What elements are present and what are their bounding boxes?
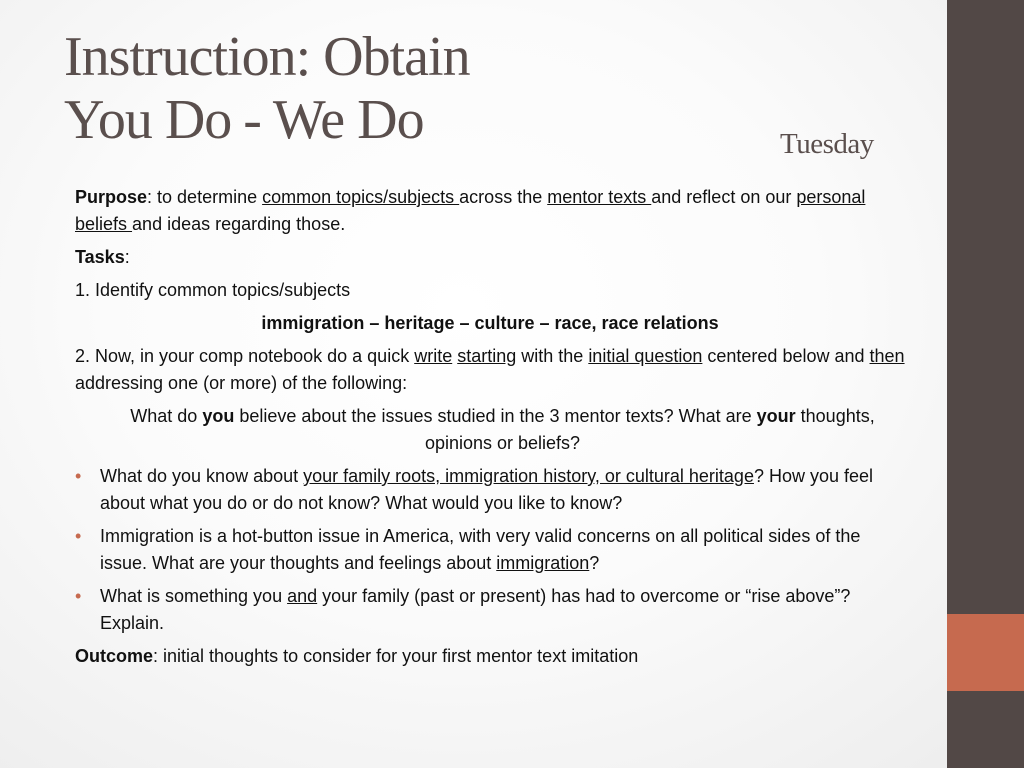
task2-text: addressing one (or more) of the following:	[75, 373, 408, 393]
question-text: thoughts, opinions or beliefs?	[424, 406, 875, 453]
bullet-text: ?	[589, 553, 600, 573]
side-accent-block	[947, 614, 1024, 691]
bullet-text: Immigration is a hot-button issue in America, with very valid concerns on all political sides of the issue. What are your thoughts and feelings about	[100, 526, 861, 573]
bullet-text: your family (past or present) has had to overcome or “rise above”? Explain.	[100, 586, 851, 633]
bullet-item	[75, 463, 905, 517]
bullet-text: What do you know about	[100, 466, 304, 486]
bullet-underline: and	[287, 586, 318, 606]
task2-text: 2. Now, in your comp notebook do a quick	[75, 346, 415, 366]
day-label: Tuesday	[780, 128, 874, 160]
bullet-item	[75, 523, 905, 577]
task2-underline: starting	[457, 346, 517, 366]
outcome-paragraph	[75, 643, 905, 670]
bullet-underline: immigration	[496, 553, 590, 573]
question-text: believe about the issues studied in the 3 mentor texts? What are	[234, 406, 757, 426]
tasks-heading	[75, 244, 905, 271]
purpose-label: Purpose	[75, 187, 148, 207]
initial-question	[75, 403, 905, 457]
slide-body	[75, 184, 905, 676]
purpose-underline: personal beliefs	[75, 187, 866, 234]
purpose-text: : to determine	[147, 187, 263, 207]
purpose-text: and ideas regarding those.	[132, 214, 346, 234]
title-you-do: You Do	[64, 89, 232, 151]
title-line-1: Instruction: Obtain	[64, 26, 470, 88]
purpose-underline: mentor texts	[547, 187, 652, 207]
topics-line: immigration – heritage – culture – race, race relations	[261, 313, 719, 333]
bullet-text: What is something you	[100, 586, 288, 606]
purpose-underline: common topics/subjects	[262, 187, 460, 207]
bullet-underline: your family roots, immigration history, or cultural heritage	[303, 466, 754, 486]
question-bold: your	[756, 406, 796, 426]
task2-underline: then	[869, 346, 905, 366]
task-2	[75, 343, 905, 397]
task2-text: with the	[516, 346, 589, 366]
outcome-label: Outcome	[75, 646, 154, 666]
outcome-text: : initial thoughts to consider for your first mentor text imitation	[153, 646, 639, 666]
task2-underline: initial question	[588, 346, 703, 366]
purpose-text: across the	[459, 187, 548, 207]
bullet-dot-icon: •	[75, 586, 82, 606]
tasks-label: Tasks	[75, 247, 125, 267]
question-bold: you	[202, 406, 235, 426]
task2-text: centered below and	[702, 346, 870, 366]
purpose-text: and reflect on our	[651, 187, 797, 207]
task-1: 1. Identify common topics/subjects	[75, 280, 351, 300]
task2-underline: write	[414, 346, 453, 366]
bullet-text: ? How you feel about what you do or do not know? What would you like to know?	[100, 466, 874, 513]
purpose-paragraph	[75, 184, 905, 238]
tasks-colon: :	[124, 247, 130, 267]
bullet-item	[75, 583, 905, 637]
bullet-dot-icon: •	[75, 466, 82, 486]
bullet-dot-icon: •	[75, 526, 82, 546]
title-we-do: - We Do	[243, 89, 424, 151]
question-text: What do	[130, 406, 203, 426]
